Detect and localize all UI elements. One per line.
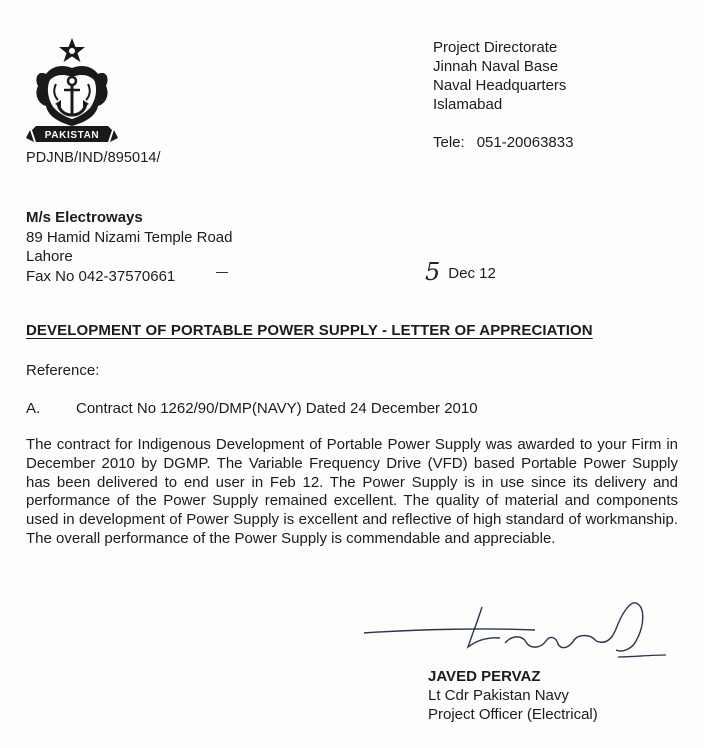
reference-letter: A.	[26, 400, 41, 417]
recipient-address: 89 Hamid Nizami Temple Road	[26, 228, 233, 246]
pen-mark	[216, 272, 228, 273]
signature-block	[428, 667, 598, 724]
signatory-title: Project Officer (Electrical)	[428, 706, 598, 723]
tele-label: Tele:	[433, 134, 465, 151]
pakistan-navy-emblem-icon	[26, 34, 118, 154]
sender-address	[433, 38, 566, 114]
letter-body: The contract for Indigenous Development of Portable Power Supply was awarded to your Firm in December 2010 by DGMP. The Variable Frequency Drive (VFD) based Portable Power Supply has been delivered to end user in Feb 12. The Power Supply is in use since its delivery and performance of the Power Supply remained excellent. The quality of material and components used in development of Power Supply is excellent and reflective of high standard of workmanship. The overall performance of the Power Supply is commendable and appreciable.	[26, 436, 678, 547]
address-line: Project Directorate	[433, 39, 558, 56]
address-line: Naval Headquarters	[433, 77, 567, 94]
letter-date	[425, 258, 496, 286]
letter-subject: DEVELOPMENT OF PORTABLE POWER SUPPLY - LETTER OF APPRECIATION	[26, 322, 593, 339]
telephone	[433, 134, 573, 151]
reference-text: Contract No 1262/90/DMP(NAVY) Dated 24 December 2010	[76, 400, 478, 417]
handwritten-signature	[360, 595, 670, 670]
tele-number: 051-20063833	[476, 134, 574, 151]
signatory-rank: Lt Cdr Pakistan Navy	[428, 687, 569, 704]
address-line: Islamabad	[433, 96, 503, 113]
handwritten-day: 5	[425, 258, 441, 286]
recipient-name: M/s Electroways	[26, 209, 143, 226]
reference-item	[26, 400, 478, 417]
recipient-city: Lahore	[26, 248, 73, 265]
reference-label: Reference:	[26, 362, 100, 379]
recipient-fax: Fax No 042-37570661	[26, 267, 176, 285]
signatory-name: JAVED PERVAZ	[428, 668, 541, 685]
address-line: Jinnah Naval Base	[433, 58, 559, 75]
letter-reference-number: PDJNB/IND/895014/	[26, 150, 161, 166]
date-text: Dec 12	[448, 265, 496, 282]
emblem-banner-text: PAKISTAN	[44, 130, 100, 141]
recipient-block	[26, 208, 232, 286]
